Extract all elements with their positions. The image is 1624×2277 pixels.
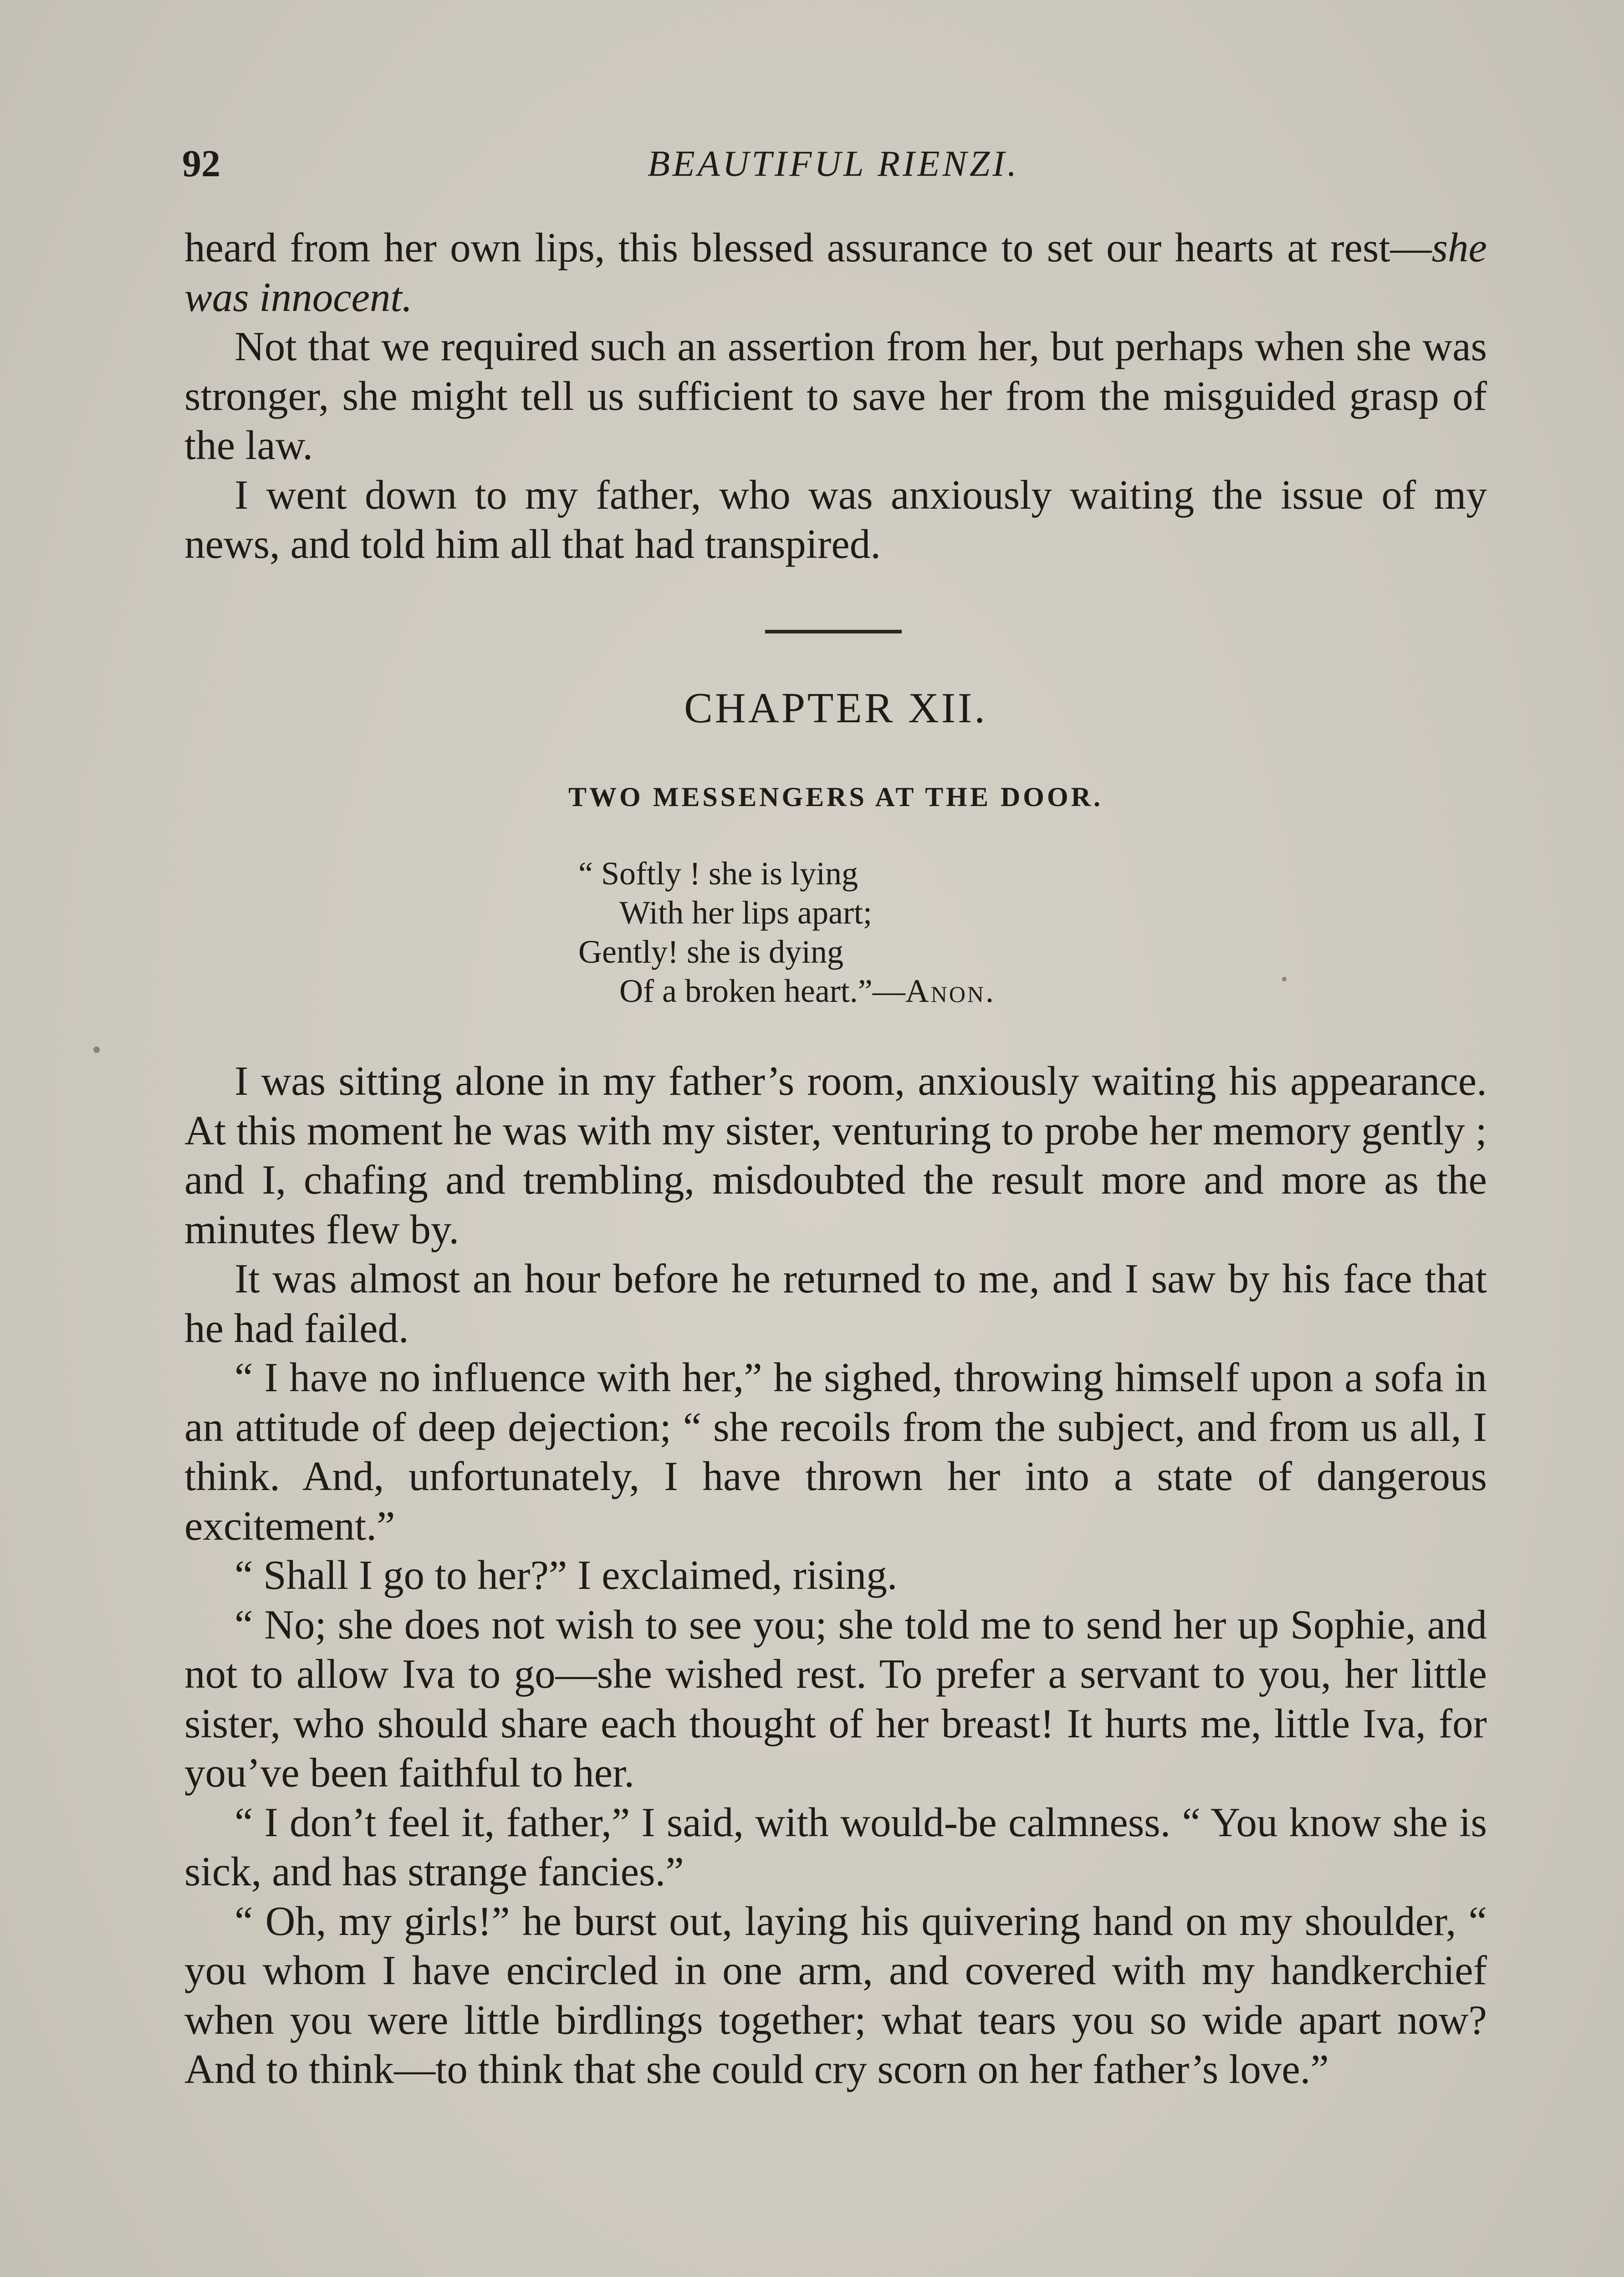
- chapter-subtitle: TWO MESSENGERS AT THE DOOR.: [568, 782, 1103, 812]
- epigraph-line: “ Softly ! she is lying: [578, 855, 858, 892]
- paragraph: “ Shall I go to her?” I exclaimed, rising.: [235, 1552, 898, 1598]
- section-divider: [765, 630, 902, 633]
- running-title: BEAUTIFUL RIENZI.: [647, 144, 1020, 184]
- paragraph: heard from her own lips, this blessed assurance to set our hearts at rest—she was innocent.: [184, 225, 1487, 320]
- page-header: [182, 137, 1485, 191]
- paragraph: “ Oh, my girls!” he burst out, laying his quivering hand on my shoulder, “ you whom I have encircled in one arm, and covered with my handkerchief when you were little birdlings together; what tears you so wide apart now? And to think—to think that she could cry scorn on her father’s love.”: [184, 1898, 1487, 2092]
- ink-speck: [1282, 977, 1287, 981]
- epigraph-attribution: Anon.: [905, 973, 996, 1009]
- previous-chapter-ending: [184, 223, 1487, 569]
- chapter-title: CHAPTER XII.: [684, 684, 987, 732]
- paragraph: “ I don’t feel it, father,” I said, with would-be calmness. “ You know she is sick, and has strange fancies.”: [184, 1799, 1487, 1894]
- page-number: 92: [182, 143, 220, 185]
- ink-speck: [93, 1047, 100, 1053]
- epigraph-line: Gently! she is dying: [578, 934, 843, 970]
- chapter-body: [184, 1057, 1487, 2094]
- epigraph: [578, 854, 1216, 1011]
- paragraph: I was sitting alone in my father’s room, anxiously waiting his appearance. At this moment he was with my sister, venturing to probe her memory gently ; and I, chafing and trembling, misdoubted the result more and more as the minutes flew by.: [184, 1058, 1487, 1252]
- paragraph: It was almost an hour before he returned to me, and I saw by his face that he had failed.: [184, 1256, 1487, 1351]
- epigraph-line: Of a broken heart.”—Anon.: [619, 973, 996, 1009]
- paragraph: I went down to my father, who was anxiously waiting the issue of my news, and told him all that had transpired.: [184, 471, 1487, 567]
- epigraph-line: With her lips apart;: [619, 894, 872, 931]
- emphasis-text: she was innocent.: [184, 225, 1487, 320]
- paragraph: Not that we required such an assertion from her, but perhaps when she was stronger, she might tell us sufficient to save her from the misguided grasp of the law.: [184, 323, 1487, 468]
- paragraph: “ No; she does not wish to see you; she told me to send her up Sophie, and not to allow Iva to go—she wished rest. To prefer a servant to you, her little sister, who should share each thought of her breast! It hurts me, little Iva, for you’ve been faithful to her.: [184, 1601, 1487, 1796]
- paragraph: “ I have no influence with her,” he sighed, throwing himself upon a sofa in an attitude of deep dejection; “ she recoils from the subject, and from us all, I think. And, unfortunately, I have thrown her into a state of dangerous excitement.”: [184, 1354, 1487, 1549]
